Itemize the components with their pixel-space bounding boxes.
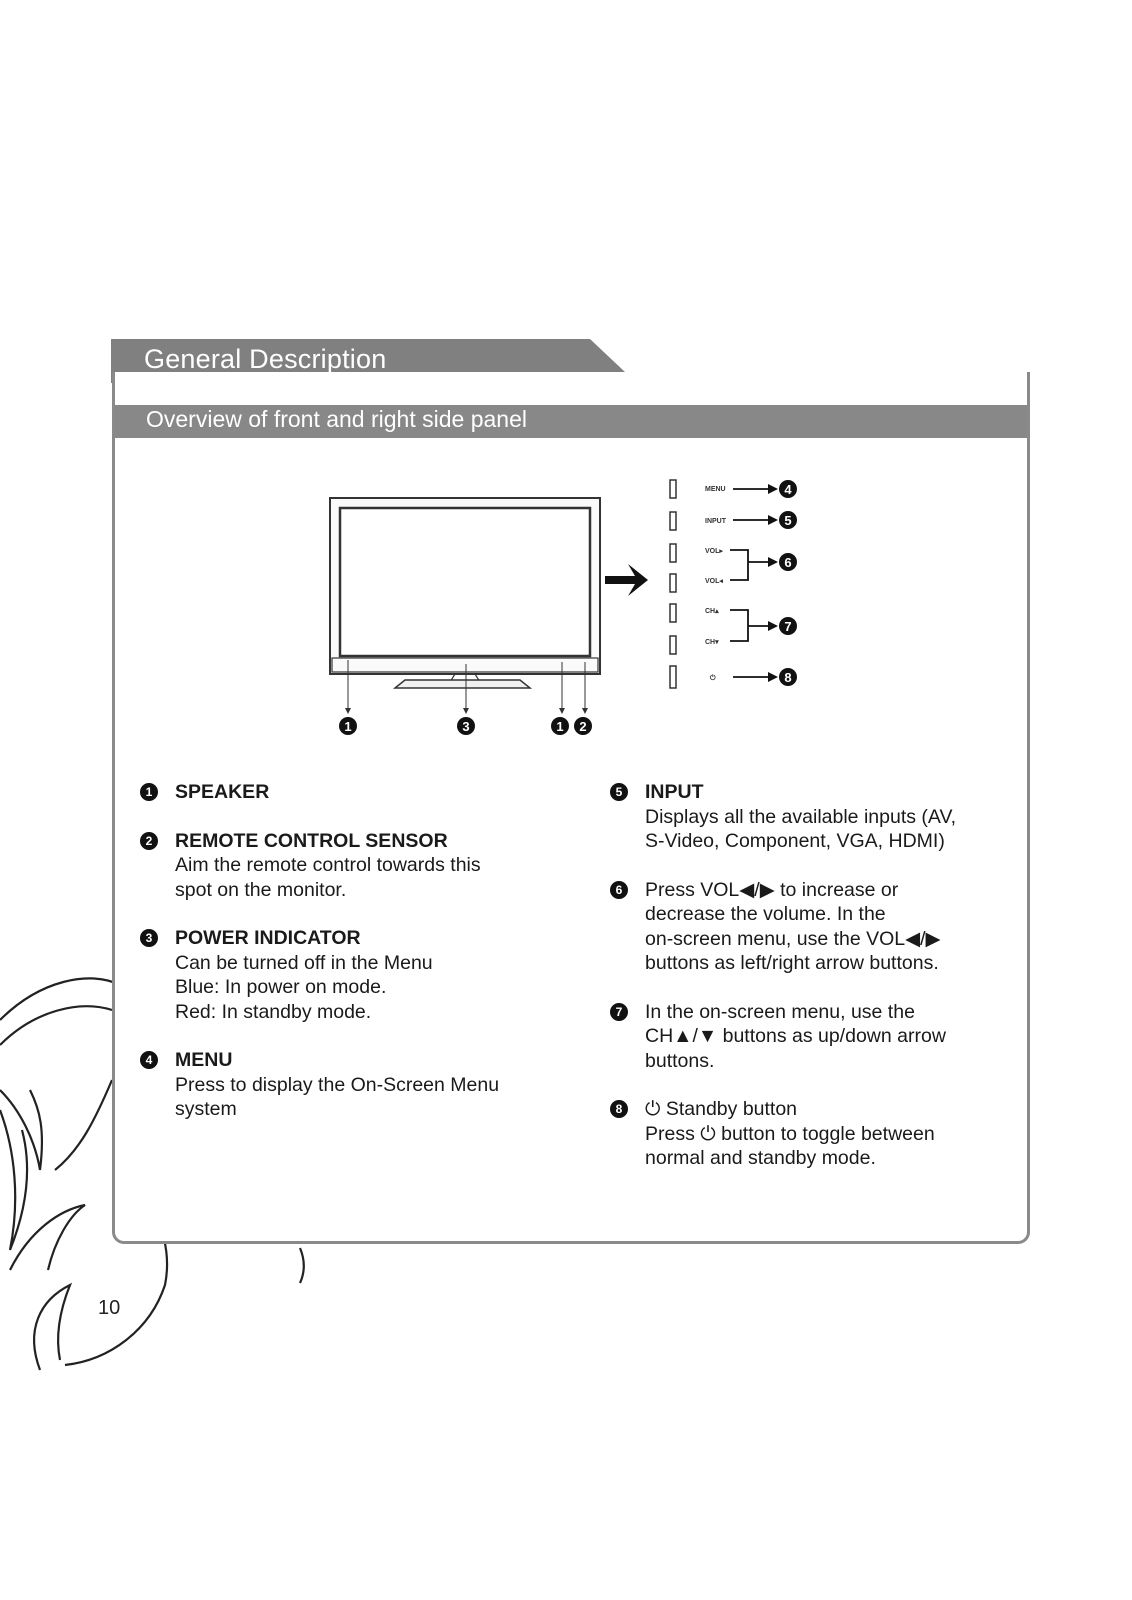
- svg-text:1: 1: [344, 719, 352, 734]
- number-badge: 2: [140, 832, 158, 850]
- svg-text:CH▴: CH▴: [705, 608, 719, 615]
- item-text: Press to display the On-Screen Menu: [175, 1073, 500, 1096]
- svg-text:1: 1: [556, 719, 564, 734]
- item-text: Aim the remote control towards this: [175, 854, 481, 876]
- item-text: CH▲/▼ buttons as up/down arrow: [645, 1025, 946, 1047]
- svg-text:3: 3: [462, 719, 470, 734]
- item-menu: [140, 1048, 560, 1122]
- svg-text:8: 8: [784, 670, 792, 685]
- svg-text:⏻: ⏻: [710, 675, 716, 682]
- item-text: Red: In standby mode.: [175, 1000, 372, 1023]
- svg-text:CH▾: CH▾: [705, 639, 719, 646]
- section-subtitle: Overview of front and right side panel: [146, 406, 527, 432]
- item-title: REMOTE CONTROL SENSOR: [175, 829, 448, 852]
- tv-callouts: [339, 717, 592, 735]
- item-text: buttons as left/right arrow buttons.: [645, 952, 939, 974]
- item-speaker: [140, 780, 560, 805]
- item-input: [610, 780, 990, 854]
- description-right-column: [610, 780, 990, 1195]
- item-text: In the on-screen menu, use the: [645, 1000, 915, 1023]
- item-text: Displays all the available inputs (AV,: [645, 805, 957, 828]
- svg-text:MENU: MENU: [705, 486, 726, 493]
- item-title: MENU: [175, 1049, 233, 1071]
- number-badge: 8: [610, 1100, 628, 1118]
- tv-panel-diagram: [300, 470, 860, 750]
- item-remote-sensor: [140, 829, 560, 903]
- number-badge: 5: [610, 783, 628, 801]
- number-badge: 7: [610, 1003, 628, 1021]
- number-badge: 3: [140, 929, 158, 947]
- item-text: on-screen menu, use the VOL◀/▶: [645, 927, 941, 950]
- item-power-indicator: [140, 926, 560, 1024]
- svg-text:INPUT: INPUT: [705, 518, 726, 525]
- tv-arrowheads: [345, 708, 588, 714]
- side-button-labels: [705, 486, 727, 682]
- item-text: buttons.: [645, 1049, 715, 1072]
- callout-arrowheads: [768, 484, 778, 682]
- svg-text:4: 4: [784, 482, 792, 497]
- svg-text:VOL▸: VOL▸: [705, 548, 723, 555]
- item-title: SPEAKER: [175, 781, 270, 803]
- callout-lines: [730, 489, 770, 677]
- item-text: normal and standby mode.: [645, 1147, 876, 1169]
- svg-text:2: 2: [579, 719, 587, 734]
- side-callouts: [779, 480, 797, 686]
- item-text: Can be turned off in the Menu: [175, 951, 433, 974]
- item-text: spot on the monitor.: [175, 878, 347, 901]
- item-text: decrease the volume. In the: [645, 903, 886, 925]
- svg-text:VOL◂: VOL◂: [705, 578, 723, 585]
- side-button-panel: [670, 480, 676, 688]
- item-text: system: [175, 1098, 237, 1120]
- item-standby: [610, 1097, 990, 1171]
- svg-text:6: 6: [784, 555, 792, 570]
- item-volume: [610, 878, 990, 976]
- item-text: ⏻ Standby button: [645, 1098, 798, 1120]
- item-text: Blue: In power on mode.: [175, 976, 387, 998]
- number-badge: 4: [140, 1051, 158, 1069]
- direction-arrow-icon: [605, 564, 648, 596]
- item-text: Press VOL◀/▶ to increase or: [645, 878, 899, 901]
- page-number: 10: [98, 1297, 121, 1319]
- number-badge: 1: [140, 783, 158, 801]
- page-title: General Description: [144, 344, 387, 374]
- number-badge: 6: [610, 881, 628, 899]
- item-text: S-Video, Component, VGA, HDMI): [645, 830, 945, 852]
- item-title: POWER INDICATOR: [175, 927, 361, 949]
- item-text: Press ⏻ button to toggle between: [645, 1122, 935, 1145]
- svg-text:7: 7: [784, 619, 792, 634]
- description-left-column: [140, 780, 560, 1146]
- svg-text:5: 5: [784, 513, 792, 528]
- item-channel: [610, 1000, 990, 1074]
- item-title: INPUT: [645, 781, 704, 803]
- tv-illustration: [330, 498, 600, 710]
